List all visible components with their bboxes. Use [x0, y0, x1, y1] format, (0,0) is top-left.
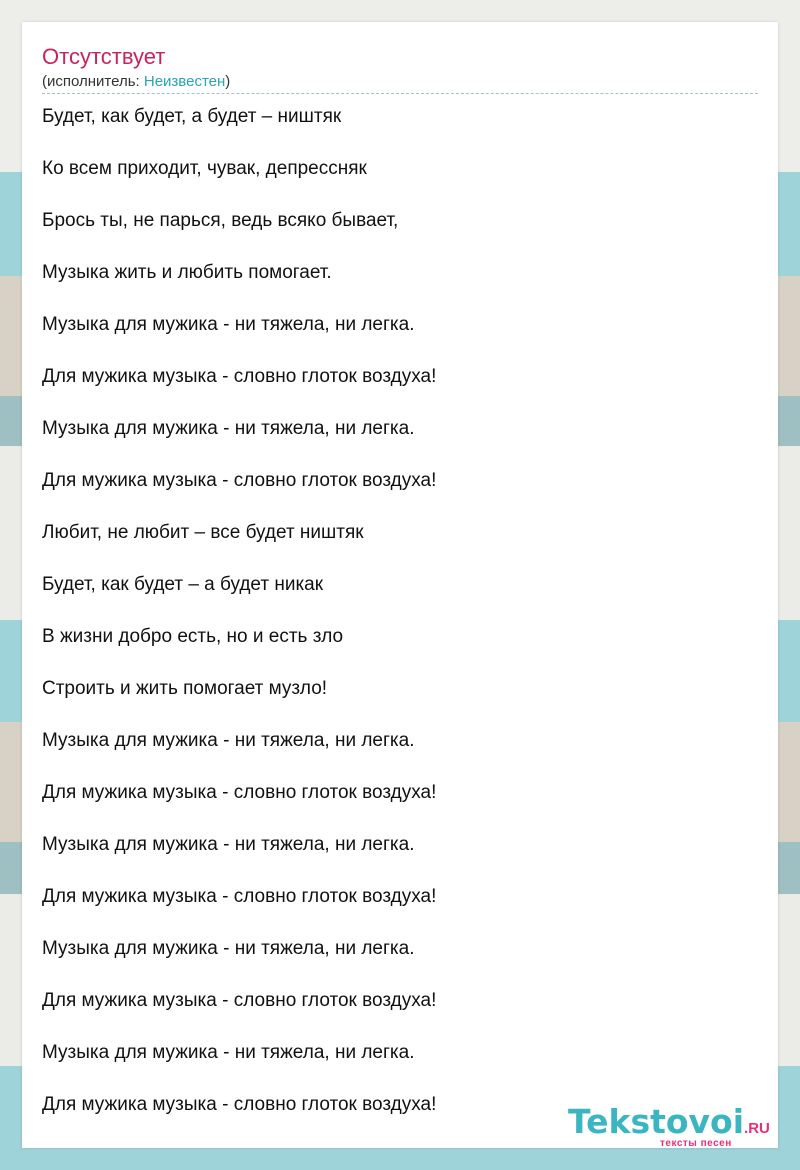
song-title: Отсутствует	[42, 44, 166, 69]
lyric-line: Любит, не любит – все будет ништяк	[42, 522, 364, 543]
lyric-line: Музыка для мужика - ни тяжела, ни легка.	[42, 834, 415, 855]
logo-tld: .RU	[744, 1120, 770, 1137]
artist-prefix: (исполнитель:	[42, 73, 144, 90]
lyric-line: Для мужика музыка - словно глоток воздуха!	[42, 782, 437, 803]
lyric-line: Музыка для мужика - ни тяжела, ни легка.	[42, 730, 415, 751]
lyric-line: Музыка для мужика - ни тяжела, ни легка.	[42, 314, 415, 335]
lyric-line: Для мужика музыка - словно глоток воздуха!	[42, 886, 437, 907]
lyrics-list	[42, 105, 436, 1145]
lyric-line: Музыка для мужика - ни тяжела, ни легка.	[42, 418, 415, 439]
lyric-line: Для мужика музыка - словно глоток воздуха!	[42, 366, 437, 387]
lyric-line: Музыка жить и любить помогает.	[42, 262, 332, 283]
site-logo[interactable]	[568, 1102, 778, 1152]
artist-line	[42, 73, 230, 90]
lyric-line: В жизни добро есть, но и есть зло	[42, 626, 344, 647]
lyrics-card	[22, 22, 778, 1148]
lyric-line: Для мужика музыка - словно глоток воздуха!	[42, 470, 437, 491]
dashed-divider	[42, 93, 758, 94]
lyric-line: Будет, как будет – а будет никак	[42, 574, 324, 595]
lyric-line: Музыка для мужика - ни тяжела, ни легка.	[42, 938, 415, 959]
lyric-line: Музыка для мужика - ни тяжела, ни легка.	[42, 1042, 415, 1063]
artist-link[interactable]: Неизвестен	[143, 73, 226, 90]
lyric-line: Брось ты, не парься, ведь всяко бывает,	[42, 210, 399, 231]
logo-tagline: тексты песен	[660, 1138, 732, 1149]
logo-brand-text: Tekstovoi	[568, 1102, 745, 1141]
lyric-line: Для мужика музыка - словно глоток воздуха!	[42, 1094, 437, 1115]
lyric-line: Строить и жить помогает музло!	[42, 678, 328, 699]
lyric-line: Ко всем приходит, чувак, депрессняк	[42, 158, 367, 179]
lyric-line: Для мужика музыка - словно глоток воздуха!	[42, 990, 437, 1011]
artist-suffix: )	[225, 73, 231, 90]
lyric-line: Будет, как будет, а будет – ништяк	[42, 106, 342, 127]
